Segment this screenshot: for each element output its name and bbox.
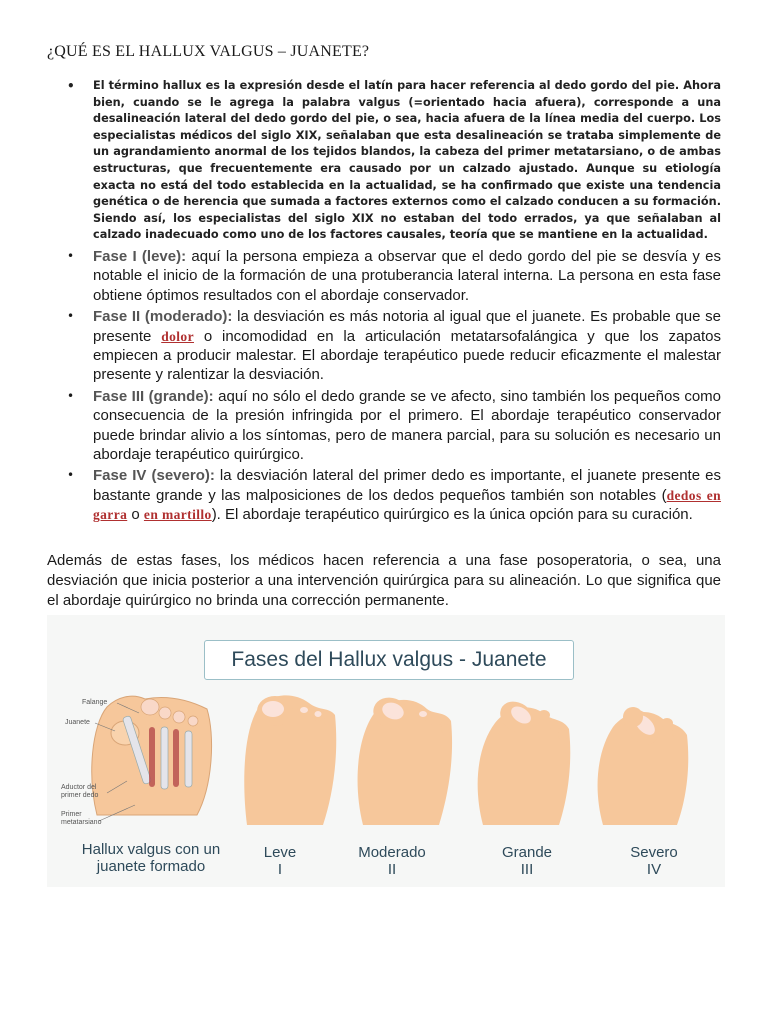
stage-2-foot-illustration xyxy=(358,693,453,825)
dedos-en-garra-link[interactable]: dedos en garra xyxy=(93,487,721,523)
phase-3-item xyxy=(47,387,721,465)
intro-paragraph: • El término hallux es la expresión desde el latín para hacer referencia al dedo gordo del pie. Ahora bien, cuando se le agrega la palabra valgus (=orientado hacia afuera), corresponde a una desalineación lateral del dedo gordo del pie, o sea, hacia afuera de la línea media del cuerpo. Los especialistas médicos del siglo XIX, señalaban que esta desalineación se trataba simplemente de un agrandamiento anormal de los tejidos blandos, la cabeza del primer metatarsiano, o de ambas estructuras, que frecuentemente era causado por un calzado ajustado. Aunque su etiología exacta no está del todo establecida en la actualidad, se ha confirmado que existe una tendencia genética o de herencia que sumada a factores externos como el calzado conducen a su formación. Siendo así, los especialistas del siglo XIX no estaban del todo errados, ya que señalaban al calzado inadecuado como uno de los factores causales, teoría que se mantiene en la actualidad. xyxy=(47,78,721,244)
phase-2-text-after: o incomodidad en la articulación metatarsofalángica y que los zapatos empiecen a producir malestar. El abordaje terapéutico puede reducir eficazmente el malestar presente y ralentizar la desviación. xyxy=(93,327,721,384)
anatomy-foot-illustration xyxy=(92,696,212,821)
phase-1-heading: Fase I (leve): xyxy=(93,247,187,265)
label-aductor: Aductor del primer dedo xyxy=(61,784,99,799)
phase-4-heading: Fase IV (severo): xyxy=(93,467,215,485)
phase-2-heading: Fase II (moderado): xyxy=(93,308,233,326)
postoperative-paragraph: Además de estas fases, los médicos hacen referencia a una fase posoperatoria, o sea, una desviación que inicia posterior a una intervención quirúrgica para su alineación. Lo que significa que el abordaje quirúrgico no brinda una corrección permanente. xyxy=(47,552,721,609)
stage-3-foot-illustration xyxy=(478,695,571,825)
stage-2-numeral: II xyxy=(387,861,397,878)
stage-2-name: Moderado xyxy=(358,844,426,861)
phase-4-item xyxy=(47,466,721,524)
page-title: ¿QUÉ ES EL HALLUX VALGUS – JUANETE? xyxy=(47,43,370,60)
phase-4-text-after: ). El abordaje terapéutico quirúrgico es la única opción para su curación. xyxy=(211,506,693,524)
phase-4-text-mid: o xyxy=(127,506,144,524)
phase-1-item xyxy=(47,247,721,305)
stage-4-foot-illustration xyxy=(598,703,689,825)
figure-title: Fases del Hallux valgus - Juanete xyxy=(204,640,574,680)
phase-3-heading: Fase III (grande): xyxy=(93,387,214,405)
hallux-valgus-figure xyxy=(47,615,725,887)
phase-3-text: aquí no sólo el dedo grande se ve afecto, sino también los pequeños como consecuencia de la presión infringida por el primero. El abordaje terapéutico conservador puede brindar alivio a los síntomas, pero de manera parcial, para su solución es necesario un abordaje terapéutico quirúrgico. xyxy=(93,387,721,463)
content-list xyxy=(47,78,721,527)
phase-2-item xyxy=(47,307,721,385)
stage-3-numeral: III xyxy=(520,861,534,878)
phase-4-text-before: la desviación lateral del primer dedo es importante, el juanete presente es bastante grande y las malposiciones de los dedos pequeños también son notables ( xyxy=(93,467,721,504)
stage-4-numeral: IV xyxy=(646,861,662,878)
stage-1-name: Leve xyxy=(263,844,297,861)
phase-1-text: aquí la persona empieza a observar que el dedo gordo del pie se desvía y es notable el inicio de la formación de una protuberancia lateral interna. La persona en esta fase obtiene óptimos resultados con el abordaje conservador. xyxy=(93,247,721,304)
stage-4-name: Severo xyxy=(630,844,678,861)
phase-2-text-before: la desviación es más notoria al igual que el juanete. Es probable que se presente xyxy=(93,308,721,345)
dolor-link[interactable]: dolor xyxy=(161,328,194,344)
stage-1-foot-illustration xyxy=(244,695,336,825)
stage-4-label xyxy=(599,844,709,878)
label-falange: Falange xyxy=(82,699,108,706)
en-martillo-link[interactable]: en martillo xyxy=(143,507,212,523)
label-juanete: Juanete xyxy=(65,719,90,726)
stage-3-name: Grande xyxy=(501,844,553,861)
label-metatarsiano: Primer metatarsiano xyxy=(61,811,102,826)
stage-2-label xyxy=(337,844,447,878)
anatomy-caption: Hallux valgus con un juanete formado xyxy=(81,841,221,875)
stage-3-label xyxy=(472,844,582,878)
stage-1-label xyxy=(225,844,335,878)
stage-1-numeral: I xyxy=(277,861,283,878)
